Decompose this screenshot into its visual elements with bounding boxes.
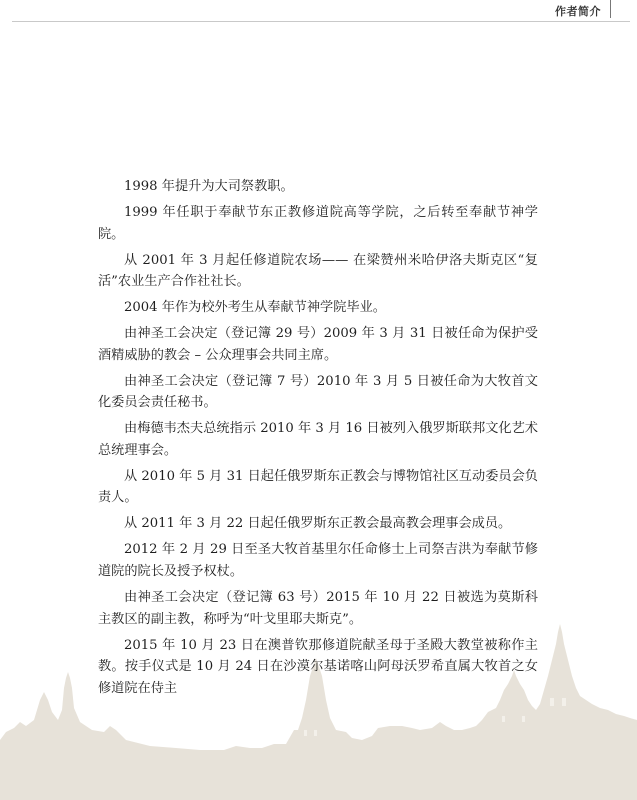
bio-paragraph: 由神圣工会决定（登记簿 63 号）2015 年 10 月 22 日被选为莫斯科主教区的副主教，称呼为“叶戈里耶夫斯克”。	[98, 590, 538, 627]
section-title: 作者简介	[555, 5, 601, 18]
bio-paragraph: 由神圣工会决定（登记簿 29 号）2009 年 3 月 31 日被任命为保护受酒精威胁的教会 – 公众理事会共同主席。	[98, 326, 538, 363]
bio-paragraph: 从 2011 年 3 月 22 日起任俄罗斯东正教会最高教会理事会成员。	[124, 516, 512, 532]
header-rule	[12, 21, 630, 22]
bio-paragraph: 2004 年作为校外考生从奉献节神学院毕业。	[124, 300, 386, 316]
bio-paragraph: 从 2001 年 3 月起任修道院农场—— 在梁赞州米哈伊洛夫斯克区“复活”农业生产合作社社长。	[98, 252, 538, 290]
bio-paragraph: 2015 年 10 月 23 日在澳普钦那修道院献圣母于圣殿大教堂被称作主教。按手仪式是 10 月 24 日在沙漠尔基诺喀山阿母沃罗希直属大牧首之女修道院在侍主	[98, 637, 538, 696]
bio-paragraph: 由梅德韦杰夫总统指示 2010 年 3 月 16 日被列入俄罗斯联邦文化艺术总统理事会。	[98, 421, 538, 458]
bio-paragraph: 1998 年提升为大司祭教职。	[124, 179, 294, 194]
bio-paragraph: 从 2010 年 5 月 31 日起任俄罗斯东正教会与博物馆社区互动委员会负责人。	[98, 468, 538, 506]
bio-paragraph: 由神圣工会决定（登记簿 7 号）2010 年 3 月 5 日被任命为大牧首文化委员会责任秘书。	[98, 373, 538, 411]
author-bio-text	[98, 176, 538, 704]
bio-paragraph: 2012 年 2 月 29 日至圣大牧首基里尔任命修士上司祭吉洪为奉献节修道院的院长及授予权杖。	[98, 542, 538, 580]
page-header	[0, 0, 637, 22]
header-divider	[610, 0, 611, 18]
bio-paragraph: 1999 年任职于奉献节东正教修道院高等学院，之后转至奉献节神学院。	[98, 204, 538, 242]
